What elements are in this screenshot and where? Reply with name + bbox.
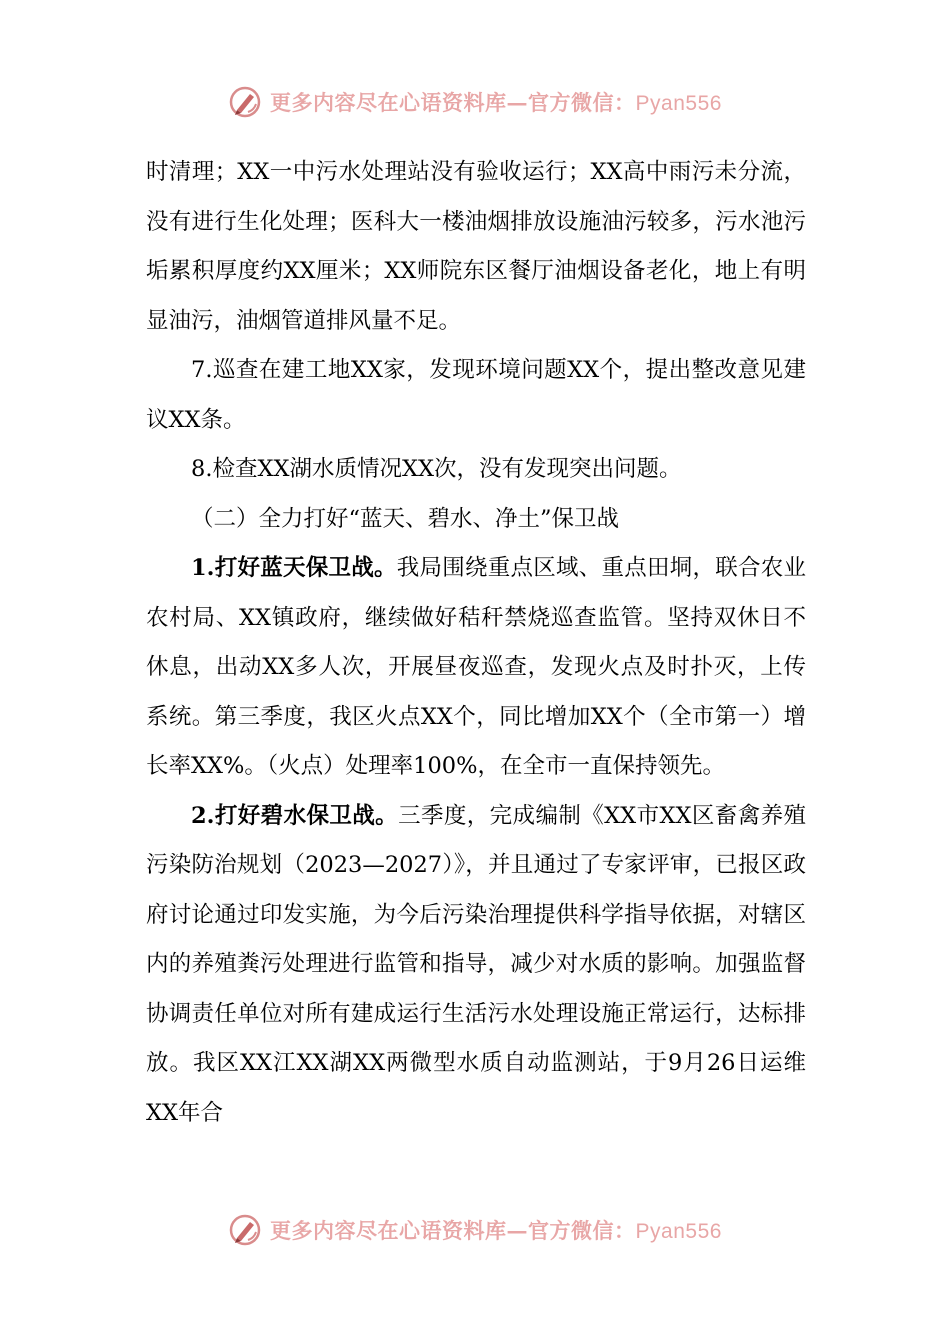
header-watermark: [0, 82, 950, 122]
document-body: [146, 148, 806, 1138]
paragraph-continued: 时清理；XX一中污水处理站没有验收运行；XX高中雨污未分流，没有进行生化处理；医科大一楼油烟排放设施油污较多，污水池污垢累积厚度约XX厘米；XX师院东区餐厅油烟设备老化，地上有明显油污，油烟管道排风量不足。: [146, 159, 806, 334]
paragraph-item-7: 7.巡查在建工地XX家，发现环境问题XX个，提出整改意见建议XX条。: [146, 357, 806, 433]
pen-logo-icon: [228, 1213, 262, 1247]
watermark-text: 更多内容尽在心语资料库—官方微信：Pyan556: [270, 90, 722, 115]
paragraph-item-8: 8.检查XX湖水质情况XX次，没有发现突出问题。: [191, 456, 682, 482]
paragraph-lead: 1.打好蓝天保卫战。: [191, 555, 397, 581]
pen-logo-icon: [228, 85, 262, 119]
paragraph-lead: 2.打好碧水保卫战。: [191, 802, 399, 829]
paragraph-body: 三季度，完成编制《XX市XX区畜禽养殖污染防治规划（2023—2027）》，并且通过了专家评审，已报区政府讨论通过印发实施，为今后污染治理提供科学指导依据，对辖区内的养殖粪污处理进行监管和指导，减少对水质的影响。加强监督协调责任单位对所有建成运行生活污水处理设施正常运行，达标排放。我区XX江XX湖XX两微型水质自动监测站，于9月26日运维XX年合: [146, 802, 806, 1126]
paragraph-body: 我局围绕重点区域、重点田垌，联合农业农村局、XX镇政府，继续做好秸秆禁烧巡查监管。坚持双休日不休息，出动XX多人次，开展昼夜巡查，发现火点及时扑灭，上传系统。第三季度，我区火点XX个，同比增加XX个（全市第一）增长率XX%。（火点）处理率100%，在全市一直保持领先。: [146, 555, 806, 779]
section-heading: （二）全力打好“蓝天、碧水、净土”保卫战: [191, 505, 620, 532]
paragraph-blue-sky: [146, 544, 806, 792]
watermark-text: 更多内容尽在心语资料库—官方微信：Pyan556: [270, 1218, 722, 1243]
footer-watermark: [0, 1210, 950, 1250]
paragraph-clear-water: [146, 792, 806, 1139]
